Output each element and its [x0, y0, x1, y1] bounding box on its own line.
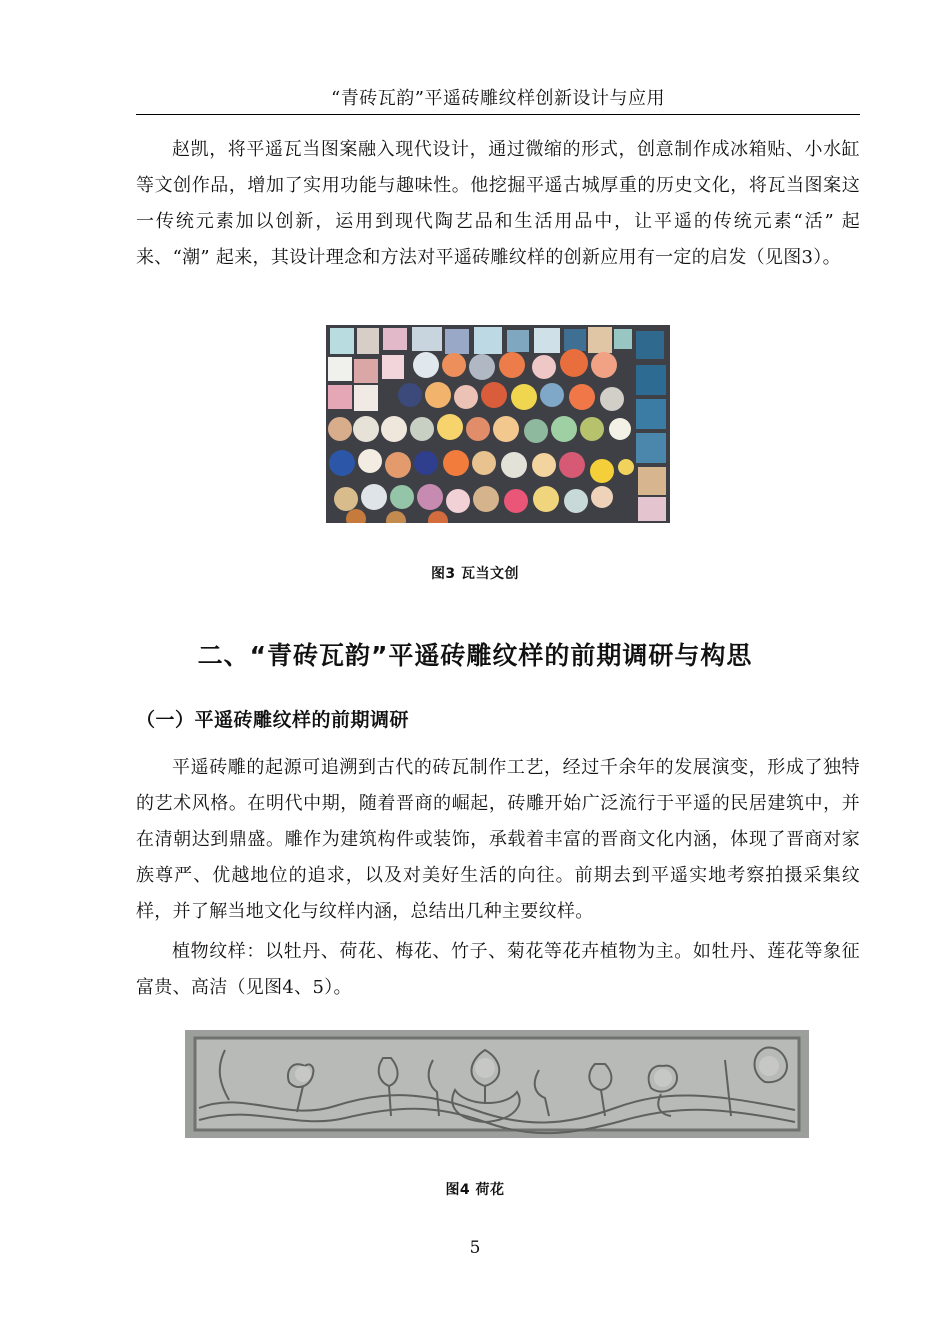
header-rule [136, 114, 860, 115]
figure-4-image [185, 1030, 809, 1138]
running-header: “青砖瓦韵”平遥砖雕纹样创新设计与应用 [331, 88, 665, 109]
figure-3-caption: 图3 瓦当文创 [430, 566, 520, 582]
paragraph-research: 平遥砖雕的起源可追溯到古代的砖瓦制作工艺，经过千余年的发展演变，形成了独特的艺术风格。在明代中期，随着晋商的崛起，砖雕开始广泛流行于平遥的民居建筑中，并在清朝达到鼎盛。雕作为建筑构件或装饰，承载着丰富的晋商文化内涵，体现了晋商对家族尊严、优越地位的追求，以及对美好生活的向往。前期去到平遥实地考察拍摄采集纹样，并了解当地文化与纹样内涵，总结出几种主要纹样。 [136, 757, 860, 922]
paragraph-intro: 赵凯，将平遥瓦当图案融入现代设计，通过微缩的形式，创意制作成冰箱贴、小水缸等文创作品，增加了实用功能与趣味性。他挖掘平遥古城厚重的历史文化，将瓦当图案这一传统元素加以创新，运用到现代陶艺品和生活用品中，让平遥的传统元素“活” 起来、“潮” 起来，其设计理念和方法对平遥砖雕纹样的创新应用有一定的启发（见图3）。 [136, 139, 860, 268]
paragraph-plant-patterns: 植物纹样：以牡丹、荷花、梅花、竹子、菊花等花卉植物为主。如牡丹、莲花等象征富贵、高洁（见图4、5）。 [136, 941, 860, 998]
figure-3-image [326, 325, 670, 523]
section-heading: 二、“青砖瓦韵”平遥砖雕纹样的前期调研与构思 [197, 641, 753, 670]
page-number: 5 [469, 1238, 481, 1258]
figure-4-caption: 图4 荷花 [445, 1182, 505, 1198]
square-tiles-right-column [636, 365, 666, 521]
subsection-heading: （一）平遥砖雕纹样的前期调研 [136, 709, 410, 731]
